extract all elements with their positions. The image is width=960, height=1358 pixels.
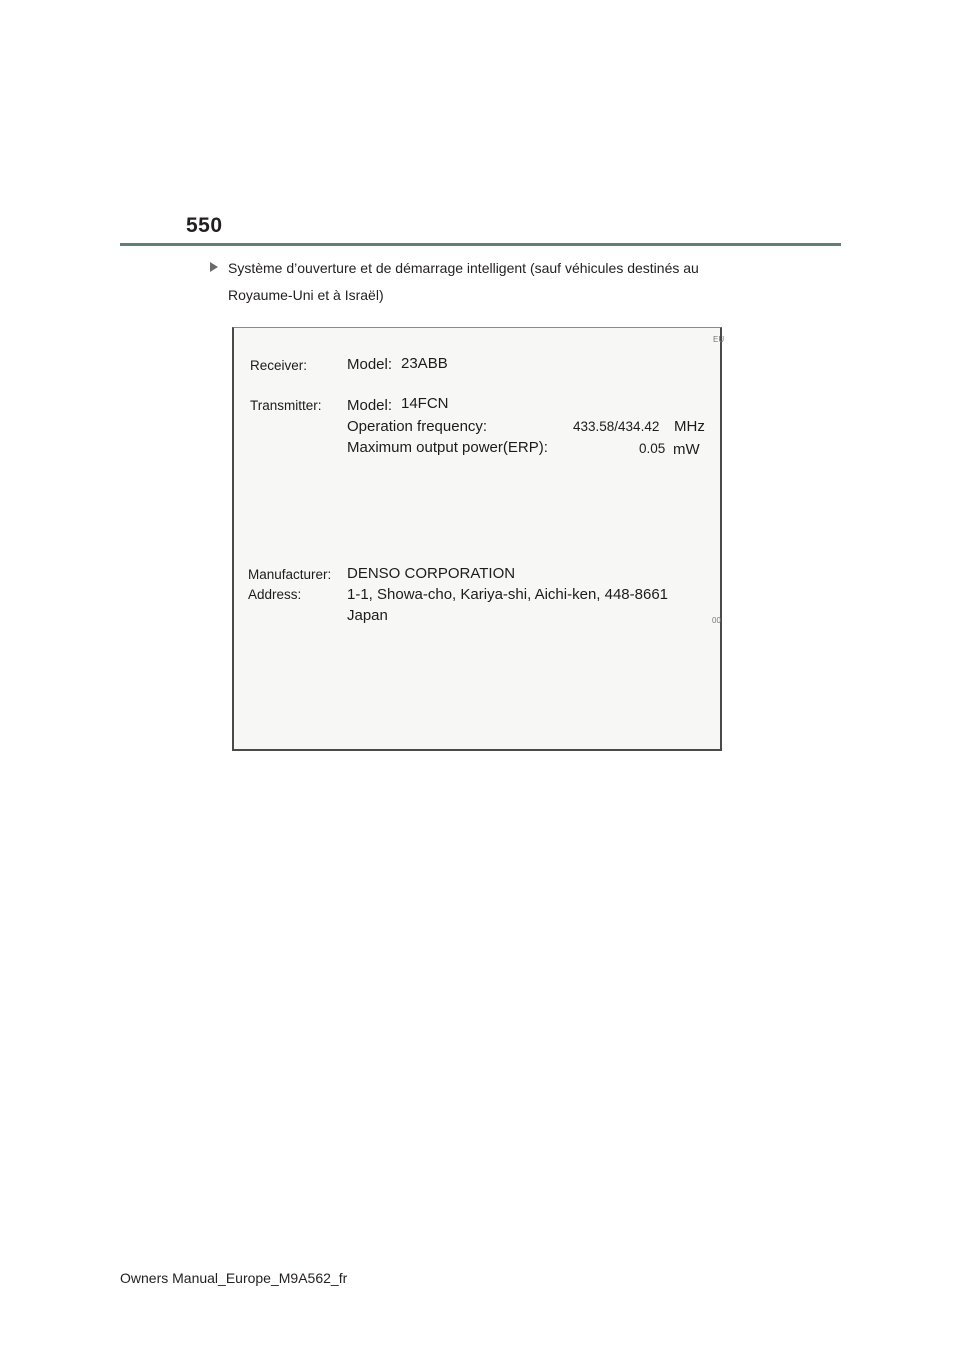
- bullet-arrow-icon: [210, 262, 218, 272]
- corner-mark-top: EU: [713, 335, 725, 344]
- bullet-text-line2: Royaume-Uni et à Israël): [228, 287, 384, 303]
- transmitter-label: Transmitter:: [250, 398, 322, 413]
- manufacturer-label: Manufacturer:: [248, 567, 332, 582]
- frequency-label: Operation frequency:: [347, 418, 488, 435]
- receiver-model-label: Model:: [347, 356, 393, 373]
- transmitter-model-value: 14FCN: [401, 395, 449, 412]
- frequency-unit: MHz: [674, 418, 705, 435]
- receiver-model-value: 23ABB: [401, 355, 448, 372]
- power-value: 0.05: [639, 441, 666, 456]
- header-rule: [120, 243, 841, 246]
- address-line1: 1-1, Showa-cho, Kariya-shi, Aichi-ken, 448-8661: [347, 586, 669, 603]
- receiver-label: Receiver:: [250, 358, 308, 373]
- bullet-item: [210, 257, 810, 306]
- certification-label-image: [232, 327, 725, 751]
- corner-mark-bottom: 00: [712, 616, 721, 625]
- transmitter-model-label: Model:: [347, 397, 393, 414]
- manufacturer-value: DENSO CORPORATION: [347, 565, 516, 582]
- power-unit: mW: [673, 441, 700, 458]
- power-label: Maximum output power(ERP):: [347, 439, 548, 456]
- frequency-value: 433.58/434.42: [573, 419, 660, 434]
- bullet-text-line1: Système d’ouverture et de démarrage intelligent (sauf véhicules destinés au: [228, 260, 699, 276]
- page-number: 550: [186, 214, 223, 237]
- address-line2: Japan: [347, 607, 388, 624]
- footer-text: Owners Manual_Europe_M9A562_fr: [120, 1270, 348, 1286]
- address-label: Address:: [248, 587, 302, 602]
